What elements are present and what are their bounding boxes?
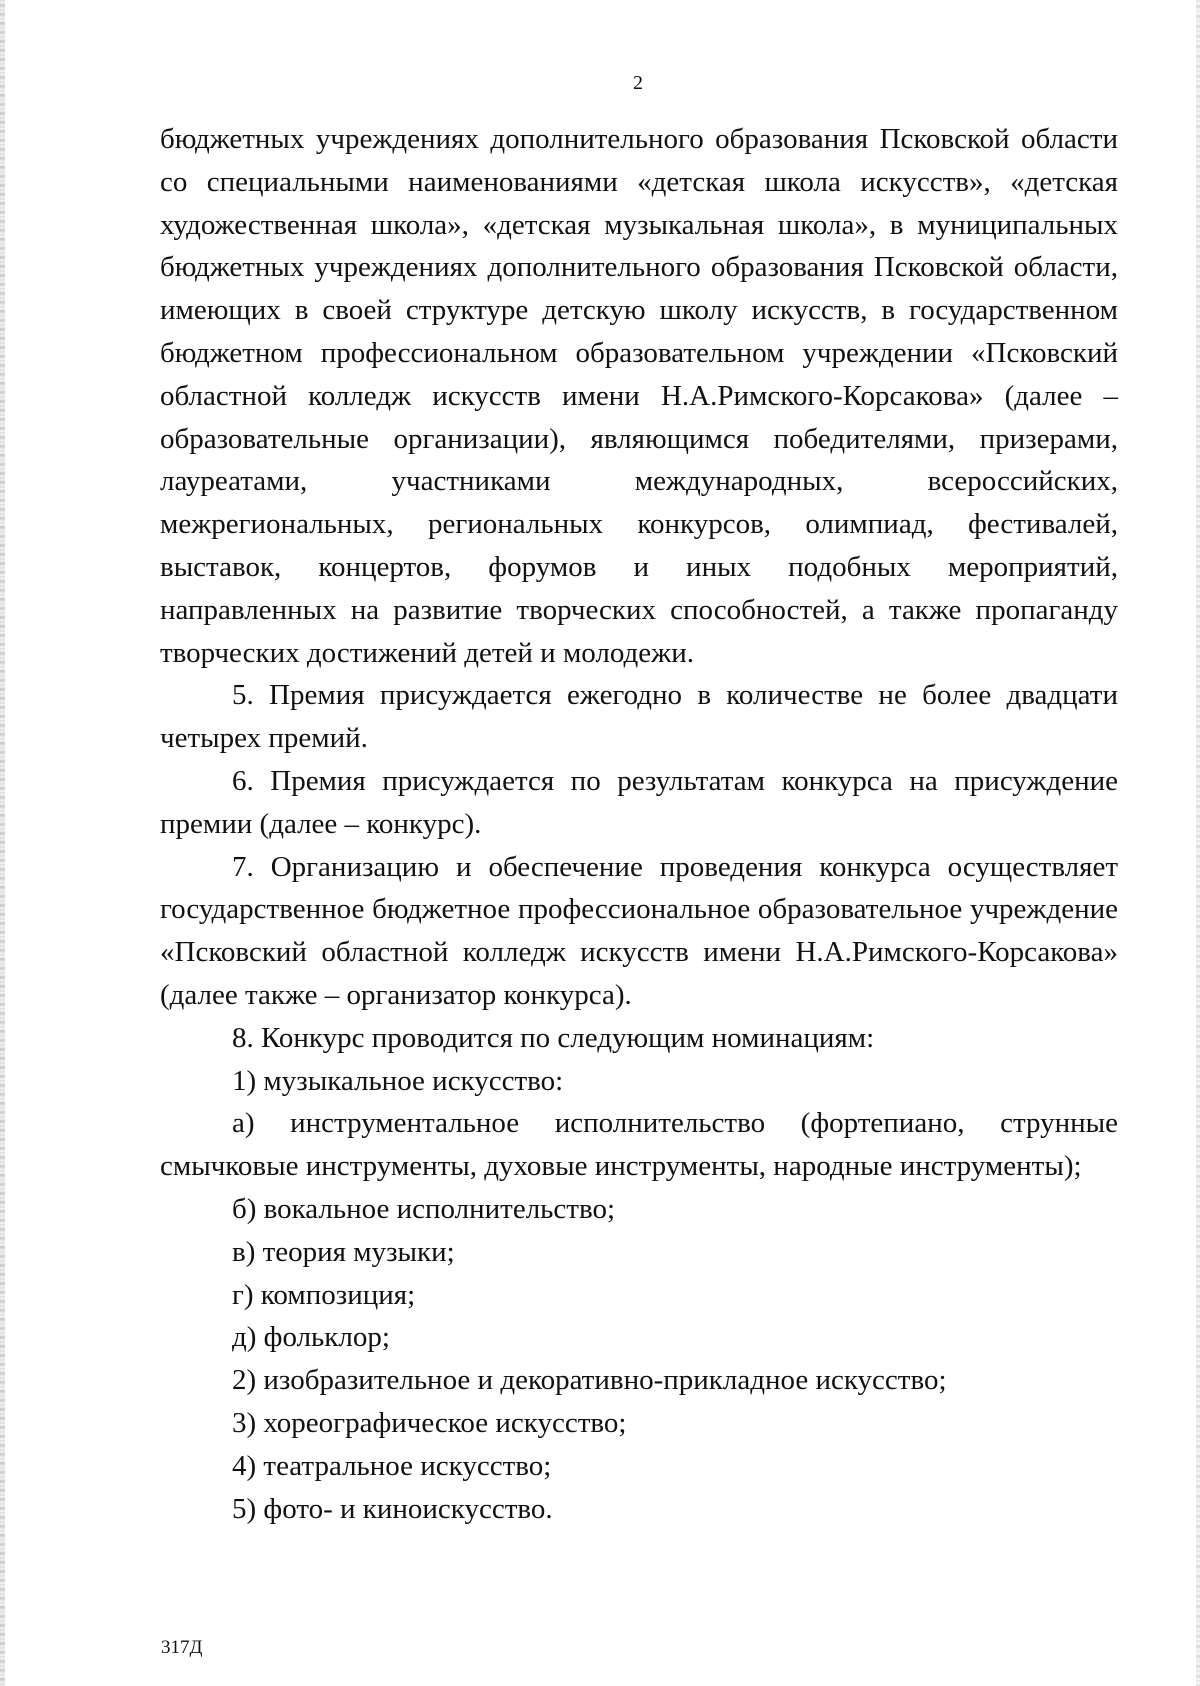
list-item-music: 1) музыкальное искусство: [232, 1064, 564, 1097]
document-code: 317Д [161, 1637, 203, 1658]
paragraph-item-7: 7. Организацию и обеспечение проведения конкурса осуществляет государственное бюджетное профессиональное образовательное учреждение «Псковский областной колледж искусств имени Н.А.Римского-Корсакова» (далее также – организатор конкурса). [160, 850, 1118, 1011]
document-body [160, 118, 1118, 1530]
scan-edge-left [0, 0, 5, 1686]
scan-edge-right [1196, 0, 1200, 1686]
list-subitem-theory: в) теория музыки; [232, 1235, 455, 1268]
list-item-fine-arts: 2) изобразительное и декоративно-прикладное искусство; [232, 1364, 947, 1397]
list-subitem-composition: г) композиция; [232, 1278, 416, 1311]
paragraph-continuation: бюджетных учреждениях дополнительного образования Псковской области со специальными наименованиями «детская школа искусств», «детская художественная школа», «детская музыкальная школа», в муниципальных бюджетных учреждениях дополнительного образования Псковской области, имеющих в своей структуре детскую школу искусств, в государственном бюджетном профессиональном образовательном учреждении «Псковский областной колледж искусств имени Н.А.Римского-Корсакова» (далее – образовательные организации), являющимся победителями, призерами, лауреатами, участниками международных, всероссийских, межрегиональных, региональных конкурсов, олимпиад, фестивалей, выставок, концертов, форумов и иных подобных мероприятий, направленных на развитие творческих способностей, а также пропаганду творческих достижений детей и молодежи. [160, 123, 1118, 669]
list-subitem-instrumental: а) инструментальное исполнительство (фортепиано, струнные смычковые инструменты, духовые инструменты, народные инструменты); [160, 1107, 1118, 1183]
list-subitem-folklore: д) фольклор; [232, 1321, 390, 1354]
list-item-choreography: 3) хореографическое искусство; [232, 1406, 627, 1439]
paragraph-item-8: 8. Конкурс проводится по следующим номинациям: [232, 1021, 875, 1054]
page-number: 2 [633, 72, 643, 94]
paragraph-item-6: 6. Премия присуждается по результатам конкурса на присуждение премии (далее – конкурс). [160, 764, 1118, 840]
list-item-theatre: 4) театральное искусство; [232, 1449, 552, 1482]
list-subitem-vocal: б) вокальное исполнительство; [232, 1192, 616, 1225]
list-item-photo-cinema: 5) фото- и киноискусство. [232, 1492, 553, 1525]
paragraph-item-5: 5. Премия присуждается ежегодно в количестве не более двадцати четырех премий. [160, 679, 1118, 755]
